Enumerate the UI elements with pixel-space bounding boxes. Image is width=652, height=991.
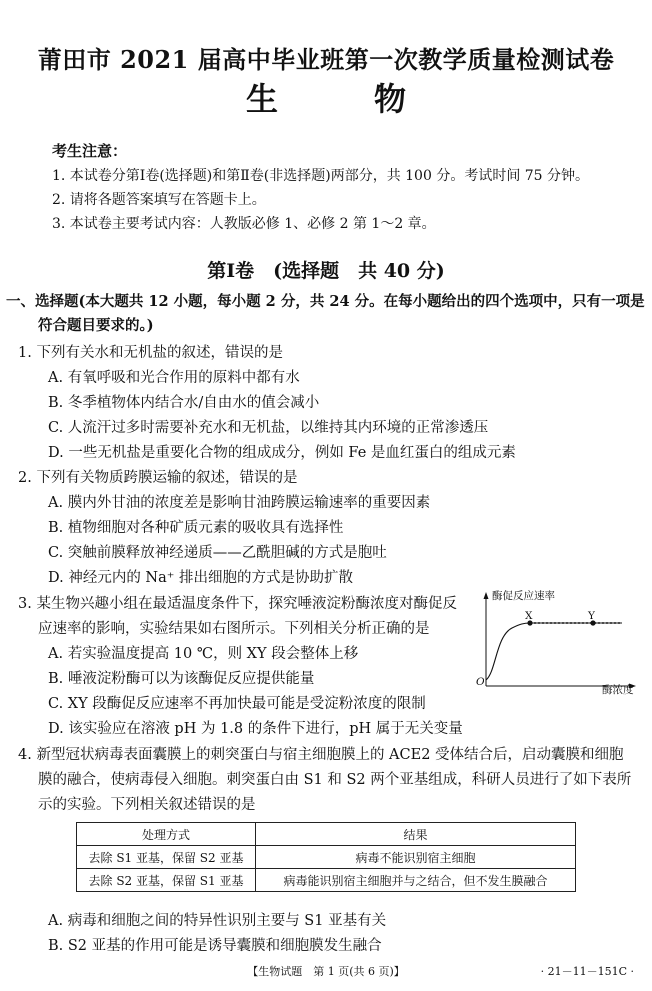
question-3-option-b: B. 唾液淀粉酶可以为该酶促反应提供能量 xyxy=(48,671,315,687)
question-3-option-a: A. 若实验温度提高 10 ℃，则 XY 段会整体上移 xyxy=(48,646,359,662)
question-4-stem-cont: 示的实验。下列相关叙述错误的是 xyxy=(38,797,256,813)
notice-item: 2. 请将各题答案填写在答题卡上。 xyxy=(52,192,266,208)
notice-item: 1. 本试卷分第Ⅰ卷(选择题)和第Ⅱ卷(非选择题)两部分，共 100 分。考试时间 75 分钟。 xyxy=(52,168,590,184)
footer-code: · 21－11－151C · xyxy=(540,965,634,978)
question-1-option-b: B. 冬季植物体内结合水/自由水的值会减小 xyxy=(48,395,320,411)
graph-ylabel: 酶促反应速率 xyxy=(492,590,555,602)
y-axis-arrow xyxy=(484,592,489,599)
part-title: 第Ⅰ卷 (选择题 共 40 分) xyxy=(207,260,445,282)
question-3-option-c: C. XY 段酶促反应速率不再加快最可能是受淀粉浓度的限制 xyxy=(48,696,426,712)
subject-char-2: 物 xyxy=(374,80,407,118)
subject-char-1: 生 xyxy=(245,80,278,118)
rate-curve xyxy=(486,623,622,680)
question-3-stem: 3. 某生物兴趣小组在最适温度条件下，探究唾液淀粉酶浓度对酶促反 xyxy=(18,596,457,612)
table-cell: 去除 S1 亚基，保留 S2 亚基 xyxy=(77,846,256,869)
question-2-stem: 2. 下列有关物质跨膜运输的叙述，错误的是 xyxy=(18,470,298,486)
table-row xyxy=(77,846,576,869)
graph-point-x-label: X xyxy=(525,610,533,622)
section-instruction: 一、选择题(本大题共 12 小题，每小题 2 分，共 24 分。在每小题给出的四个选项中，只有一项是 xyxy=(6,293,645,310)
table-header: 处理方式 xyxy=(77,823,256,846)
table-cell: 病毒不能识别宿主细胞 xyxy=(256,846,576,869)
question-2-option-c: C. 突触前膜释放神经递质——乙酰胆碱的方式是胞吐 xyxy=(48,545,387,561)
table-row xyxy=(77,869,576,892)
question-4-option-a: A. 病毒和细胞之间的特异性识别主要与 S1 亚基有关 xyxy=(48,913,387,929)
question-3-option-d: D. 该实验应在溶液 pH 为 1.8 的条件下进行，pH 属于无关变量 xyxy=(48,721,463,737)
question-2-option-b: B. 植物细胞对各种矿质元素的吸收具有选择性 xyxy=(48,520,344,536)
notice-item: 3. 本试卷主要考试内容：人教版必修 1、必修 2 第 1～2 章。 xyxy=(52,216,436,232)
question-4-stem-cont: 膜的融合，使病毒侵入细胞。刺突蛋白由 S1 和 S2 两个亚基组成，科研人员进行了如下表所 xyxy=(38,772,632,788)
question-1-stem: 1. 下列有关水和无机盐的叙述，错误的是 xyxy=(18,345,283,361)
graph-origin: O xyxy=(476,676,485,688)
graph-point-y-label: Y xyxy=(588,610,595,622)
question-1-option-c: C. 人流汗过多时需要补充水和无机盐，以维持其内环境的正常渗透压 xyxy=(48,420,489,436)
question-2-option-a: A. 膜内外甘油的浓度差是影响甘油跨膜运输速率的重要因素 xyxy=(48,495,431,511)
notice-title: 考生注意： xyxy=(52,142,128,160)
question-4-stem: 4. 新型冠状病毒表面囊膜上的刺突蛋白与宿主细胞膜上的 ACE2 受体结合后，启动囊膜和细胞 xyxy=(18,747,624,763)
table-cell: 病毒能识别宿主细胞并与之结合，但不发生膜融合 xyxy=(256,869,576,892)
table-cell: 去除 S2 亚基，保留 S1 亚基 xyxy=(77,869,256,892)
question-3-stem-cont: 应速率的影响，实验结果如右图所示。下列相关分析正确的是 xyxy=(38,621,430,637)
question-2-option-d: D. 神经元内的 Na⁺ 排出细胞的方式是协助扩散 xyxy=(48,570,354,586)
subject-title xyxy=(0,74,652,120)
section-instruction-cont: 符合题目要求的。) xyxy=(38,317,154,334)
exam-title: 莆田市 2021 届高中毕业班第一次教学质量检测试卷 xyxy=(37,45,615,74)
question-1-option-a: A. 有氧呼吸和光合作用的原料中都有水 xyxy=(48,370,300,386)
experiment-table xyxy=(76,822,576,892)
graph-xlabel: 酶浓度 xyxy=(602,684,634,696)
enzyme-rate-graph xyxy=(472,588,642,698)
footer-page-info: 【生物试题 第 1 页(共 6 页)】 xyxy=(247,965,405,978)
table-header: 结果 xyxy=(256,823,576,846)
table-header-row xyxy=(77,823,576,846)
question-4-option-b: B. S2 亚基的作用可能是诱导囊膜和细胞膜发生融合 xyxy=(48,938,382,954)
question-1-option-d: D. 一些无机盐是重要化合物的组成成分，例如 Fe 是血红蛋白的组成元素 xyxy=(48,445,516,461)
